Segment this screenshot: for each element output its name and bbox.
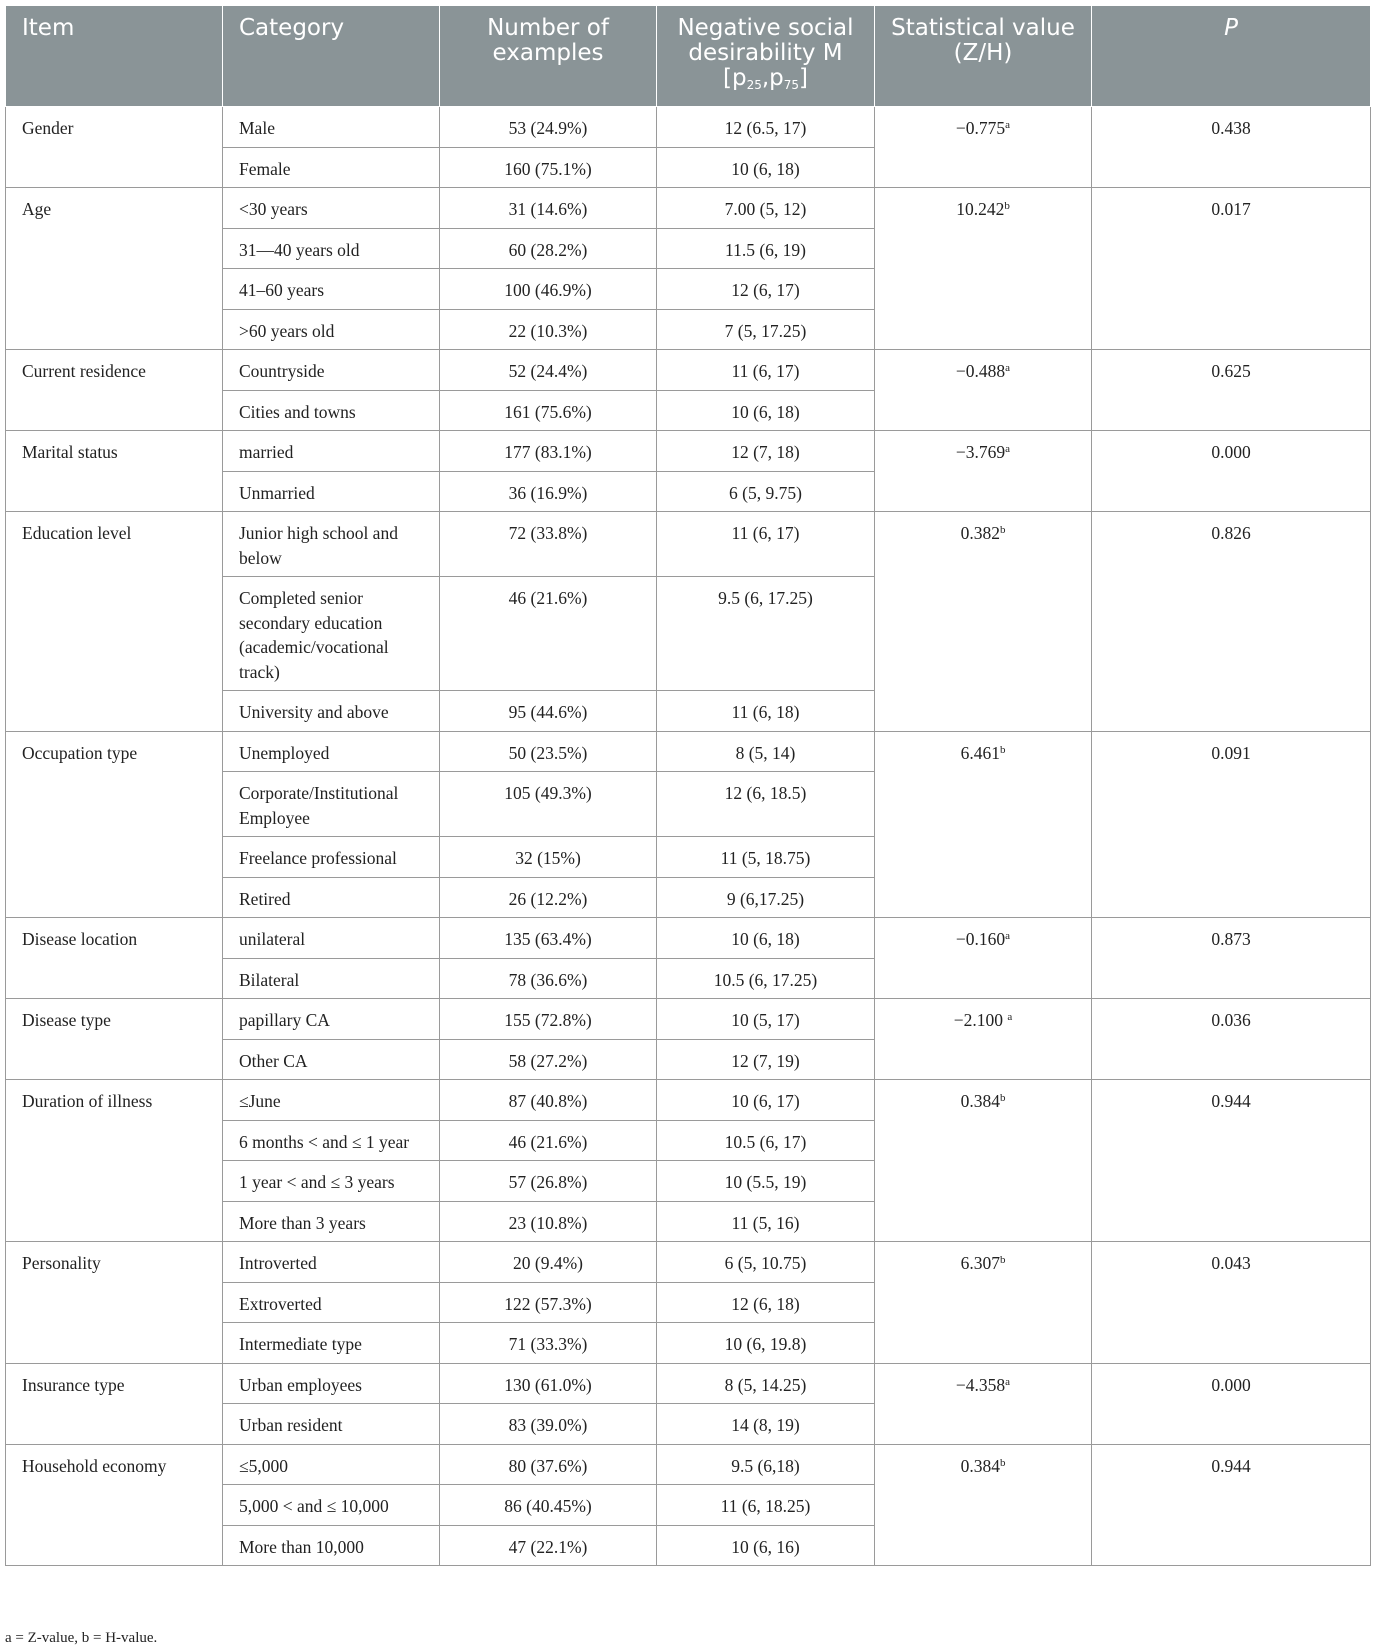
cell-item: Current residence — [6, 350, 223, 431]
cell-number: 122 (57.3%) — [440, 1282, 657, 1323]
table-row — [6, 188, 1371, 229]
statistic-superscript: a — [1007, 1011, 1013, 1023]
statistic-value: 10.242 — [956, 199, 1005, 219]
cell-number: 161 (75.6%) — [440, 390, 657, 431]
cell-nsd: 8 (5, 14) — [657, 731, 875, 772]
cell-nsd: 8 (5, 14.25) — [657, 1363, 875, 1404]
cell-category: married — [223, 431, 440, 472]
cell-category: Extroverted — [223, 1282, 440, 1323]
cell-number: 32 (15%) — [440, 837, 657, 878]
cell-category: Bilateral — [223, 958, 440, 999]
cell-item: Household economy — [6, 1444, 223, 1566]
cell-category: University and above — [223, 691, 440, 732]
results-table-container — [5, 5, 1370, 1566]
cell-statistic — [875, 1444, 1092, 1566]
statistic-value: −2.100 — [953, 1010, 1008, 1030]
statistic-value: −0.775 — [955, 118, 1006, 138]
cell-number: 160 (75.1%) — [440, 147, 657, 188]
cell-statistic — [875, 731, 1092, 918]
statistic-value: 0.384 — [960, 1455, 1000, 1476]
table-row — [6, 1363, 1371, 1404]
cell-nsd: 12 (6, 18) — [657, 1282, 875, 1323]
cell-nsd: 12 (7, 19) — [657, 1039, 875, 1080]
cell-nsd: 12 (6, 17) — [657, 269, 875, 310]
cell-number: 20 (9.4%) — [440, 1242, 657, 1283]
cell-category: >60 years old — [223, 309, 440, 350]
table-row — [6, 731, 1371, 772]
cell-number: 135 (63.4%) — [440, 918, 657, 959]
table-row — [6, 350, 1371, 391]
statistic-value: −0.488 — [955, 361, 1006, 381]
cell-category: Female — [223, 147, 440, 188]
cell-nsd: 11 (6, 18.25) — [657, 1485, 875, 1526]
cell-nsd: 11 (5, 16) — [657, 1201, 875, 1242]
cell-nsd: 10 (6, 19.8) — [657, 1323, 875, 1364]
cell-category: Freelance professional — [223, 837, 440, 878]
statistic-superscript: b — [999, 1456, 1006, 1469]
cell-category: <30 years — [223, 188, 440, 229]
cell-number: 52 (24.4%) — [440, 350, 657, 391]
cell-p-value: 0.944 — [1092, 1080, 1371, 1242]
cell-item: Insurance type — [6, 1363, 223, 1444]
cell-category: Introverted — [223, 1242, 440, 1283]
cell-statistic — [875, 1363, 1092, 1444]
cell-p-value: 0.091 — [1092, 731, 1371, 918]
cell-nsd: 14 (8, 19) — [657, 1404, 875, 1445]
cell-number: 177 (83.1%) — [440, 431, 657, 472]
cell-nsd: 7.00 (5, 12) — [657, 188, 875, 229]
table-row — [6, 1444, 1371, 1485]
cell-category: Countryside — [223, 350, 440, 391]
table-row — [6, 431, 1371, 472]
cell-number: 87 (40.8%) — [440, 1080, 657, 1121]
statistic-superscript: a — [1005, 1375, 1011, 1388]
cell-category: Unemployed — [223, 731, 440, 772]
statistic-value: 0.384 — [960, 1091, 1000, 1111]
cell-item: Personality — [6, 1242, 223, 1364]
cell-statistic — [875, 431, 1092, 512]
cell-nsd: 9.5 (6,18) — [657, 1444, 875, 1485]
cell-category: Intermediate type — [223, 1323, 440, 1364]
cell-category: Other CA — [223, 1039, 440, 1080]
cell-statistic — [875, 107, 1092, 188]
cell-nsd: 10.5 (6, 17.25) — [657, 958, 875, 999]
cell-number: 50 (23.5%) — [440, 731, 657, 772]
cell-category: 1 year < and ≤ 3 years — [223, 1161, 440, 1202]
cell-category: 31—40 years old — [223, 228, 440, 269]
statistic-superscript: b — [999, 1092, 1006, 1104]
statistic-value: −0.160 — [955, 929, 1006, 949]
cell-statistic — [875, 1080, 1092, 1242]
cell-number: 83 (39.0%) — [440, 1404, 657, 1445]
cell-category: Male — [223, 107, 440, 148]
cell-nsd: 9.5 (6, 17.25) — [657, 577, 875, 691]
cell-p-value: 0.944 — [1092, 1444, 1371, 1566]
cell-p-value: 0.826 — [1092, 512, 1371, 732]
table-row — [6, 1242, 1371, 1283]
cell-nsd: 11 (6, 18) — [657, 691, 875, 732]
statistic-superscript: b — [1004, 200, 1010, 212]
statistic-superscript: a — [1005, 930, 1011, 942]
cell-p-value: 0.000 — [1092, 431, 1371, 512]
cell-category: Urban resident — [223, 1404, 440, 1445]
cell-category: Urban employees — [223, 1363, 440, 1404]
cell-item: Gender — [6, 107, 223, 188]
cell-category: 41–60 years — [223, 269, 440, 310]
cell-number: 36 (16.9%) — [440, 471, 657, 512]
statistic-superscript: b — [999, 1254, 1006, 1266]
cell-number: 155 (72.8%) — [440, 999, 657, 1040]
cell-number: 71 (33.3%) — [440, 1323, 657, 1364]
statistic-value: 6.307 — [960, 1253, 1000, 1273]
cell-nsd: 11.5 (6, 19) — [657, 228, 875, 269]
cell-statistic — [875, 350, 1092, 431]
table-row — [6, 512, 1371, 577]
cell-number: 78 (36.6%) — [440, 958, 657, 999]
cell-category: ≤June — [223, 1080, 440, 1121]
table-row — [6, 918, 1371, 959]
table-row — [6, 107, 1371, 148]
cell-nsd: 10 (6, 17) — [657, 1080, 875, 1121]
cell-category: Junior high school and below — [223, 512, 440, 577]
cell-category: Retired — [223, 877, 440, 918]
cell-nsd: 9 (6,17.25) — [657, 877, 875, 918]
cell-nsd: 10 (6, 18) — [657, 918, 875, 959]
cell-number: 130 (61.0%) — [440, 1363, 657, 1404]
header-statistical-value: Statistical value (Z/H) — [875, 6, 1092, 107]
cell-number: 46 (21.6%) — [440, 1120, 657, 1161]
cell-nsd: 12 (7, 18) — [657, 431, 875, 472]
cell-statistic — [875, 188, 1092, 350]
cell-p-value: 0.043 — [1092, 1242, 1371, 1364]
statistic-superscript: b — [999, 524, 1006, 536]
cell-number: 72 (33.8%) — [440, 512, 657, 577]
cell-number: 60 (28.2%) — [440, 228, 657, 269]
cell-statistic — [875, 512, 1092, 732]
cell-nsd: 10 (6, 18) — [657, 147, 875, 188]
cell-nsd: 12 (6.5, 17) — [657, 107, 875, 148]
table-header-row — [6, 6, 1371, 107]
cell-number: 105 (49.3%) — [440, 772, 657, 837]
statistic-superscript: a — [1005, 119, 1011, 131]
cell-nsd: 11 (6, 17) — [657, 350, 875, 391]
cell-item: Occupation type — [6, 731, 223, 918]
cell-category: More than 3 years — [223, 1201, 440, 1242]
header-p: P — [1092, 6, 1371, 107]
cell-number: 26 (12.2%) — [440, 877, 657, 918]
cell-nsd: 6 (5, 9.75) — [657, 471, 875, 512]
cell-nsd: 10.5 (6, 17) — [657, 1120, 875, 1161]
statistic-value: 6.461 — [960, 742, 1000, 763]
cell-category: papillary CA — [223, 999, 440, 1040]
cell-number: 86 (40.45%) — [440, 1485, 657, 1526]
cell-category: Cities and towns — [223, 390, 440, 431]
cell-item: Education level — [6, 512, 223, 732]
header-number: Number of examples — [440, 6, 657, 107]
cell-category: More than 10,000 — [223, 1525, 440, 1566]
cell-number: 47 (22.1%) — [440, 1525, 657, 1566]
cell-nsd: 10 (5.5, 19) — [657, 1161, 875, 1202]
statistic-superscript: a — [1005, 443, 1011, 455]
cell-p-value: 0.873 — [1092, 918, 1371, 999]
table-body — [6, 107, 1371, 1566]
cell-category: unilateral — [223, 918, 440, 959]
cell-p-value: 0.036 — [1092, 999, 1371, 1080]
header-item: Item — [6, 6, 223, 107]
statistic-value: −3.769 — [955, 442, 1006, 462]
cell-item: Age — [6, 188, 223, 350]
results-table — [5, 5, 1371, 1566]
statistic-superscript: a — [1005, 362, 1011, 374]
cell-nsd: 11 (5, 18.75) — [657, 837, 875, 878]
cell-nsd: 6 (5, 10.75) — [657, 1242, 875, 1283]
header-nsd-main: Negative social desirability M — [677, 15, 854, 66]
cell-number: 95 (44.6%) — [440, 691, 657, 732]
cell-nsd: 11 (6, 17) — [657, 512, 875, 577]
cell-nsd: 10 (6, 16) — [657, 1525, 875, 1566]
cell-category: 5,000 < and ≤ 10,000 — [223, 1485, 440, 1526]
cell-number: 57 (26.8%) — [440, 1161, 657, 1202]
cell-item: Disease location — [6, 918, 223, 999]
cell-item: Disease type — [6, 999, 223, 1080]
cell-nsd: 12 (6, 18.5) — [657, 772, 875, 837]
cell-p-value: 0.625 — [1092, 350, 1371, 431]
statistic-value: −4.358 — [955, 1374, 1006, 1395]
cell-category: Unmarried — [223, 471, 440, 512]
table-row — [6, 1080, 1371, 1121]
cell-statistic — [875, 999, 1092, 1080]
cell-nsd: 7 (5, 17.25) — [657, 309, 875, 350]
cell-category: Completed senior secondary education (academic/vocational track) — [223, 577, 440, 691]
cell-category: ≤5,000 — [223, 1444, 440, 1485]
cell-number: 53 (24.9%) — [440, 107, 657, 148]
footnote: a = Z-value, b = H-value. — [5, 1630, 158, 1646]
cell-number: 22 (10.3%) — [440, 309, 657, 350]
cell-category: Corporate/Institutional Employee — [223, 772, 440, 837]
statistic-superscript: b — [999, 743, 1006, 756]
cell-nsd: 10 (5, 17) — [657, 999, 875, 1040]
header-negative-social-desirability: Negative social desirability M $[p_{25},p_{75}]$ — [657, 6, 875, 107]
statistic-value: 0.382 — [960, 523, 1000, 543]
cell-number: 46 (21.6%) — [440, 577, 657, 691]
cell-nsd: 10 (6, 18) — [657, 390, 875, 431]
cell-p-value: 0.438 — [1092, 107, 1371, 188]
cell-item: Duration of illness — [6, 1080, 223, 1242]
cell-number: 100 (46.9%) — [440, 269, 657, 310]
header-category: Category — [223, 6, 440, 107]
cell-statistic — [875, 1242, 1092, 1364]
cell-number: 23 (10.8%) — [440, 1201, 657, 1242]
cell-number: 80 (37.6%) — [440, 1444, 657, 1485]
cell-category: 6 months < and ≤ 1 year — [223, 1120, 440, 1161]
cell-p-value: 0.017 — [1092, 188, 1371, 350]
cell-statistic — [875, 918, 1092, 999]
cell-number: 31 (14.6%) — [440, 188, 657, 229]
cell-item: Marital status — [6, 431, 223, 512]
cell-number: 58 (27.2%) — [440, 1039, 657, 1080]
table-row — [6, 999, 1371, 1040]
cell-p-value: 0.000 — [1092, 1363, 1371, 1444]
